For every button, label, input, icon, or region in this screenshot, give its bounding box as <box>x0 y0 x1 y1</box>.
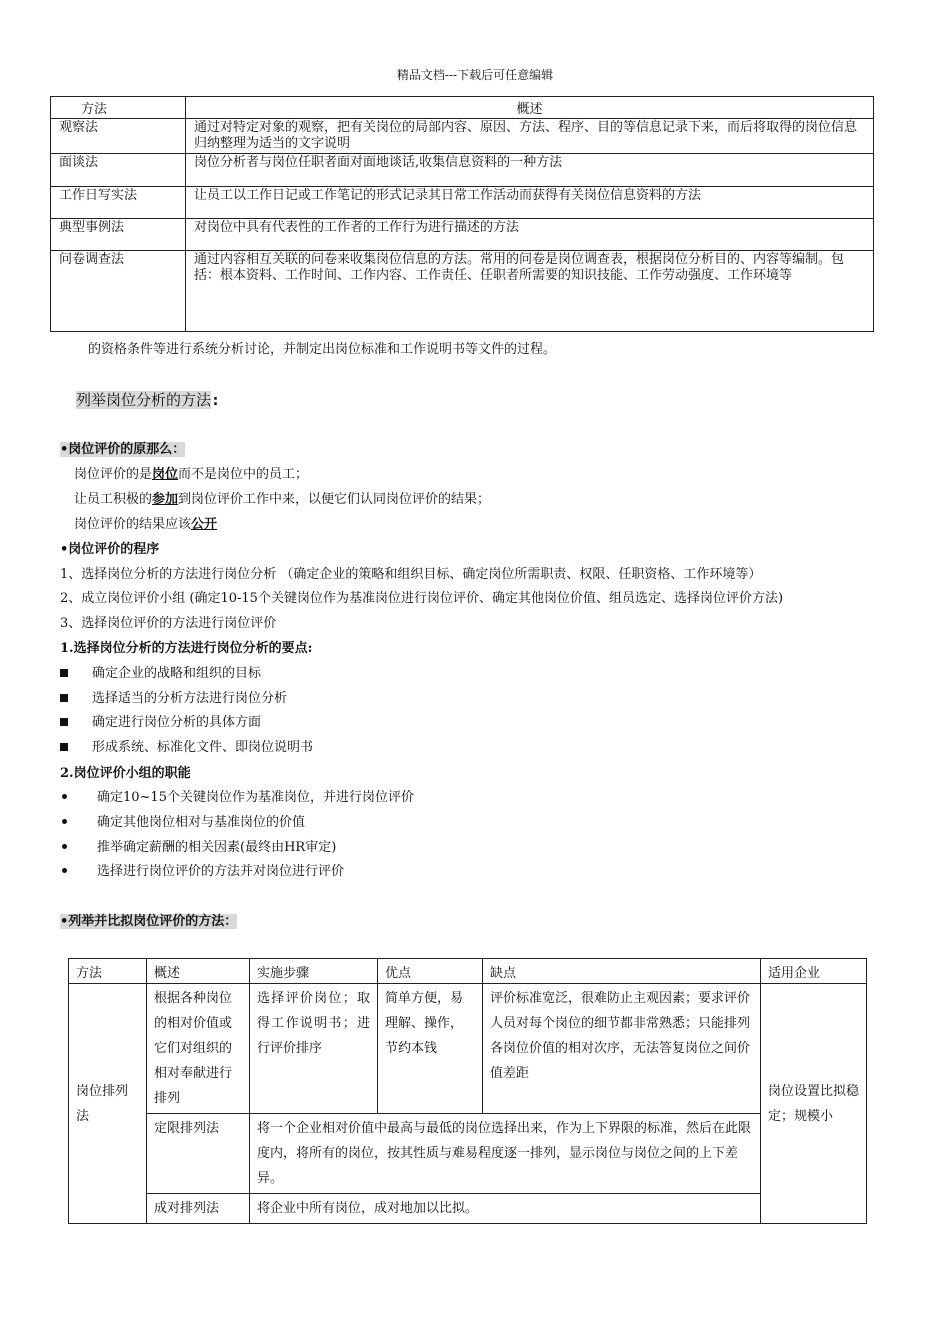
table-row <box>69 984 867 1114</box>
list-item <box>62 840 336 856</box>
desc-cell: 对岗位中具有代表性的工作者的工作行为进行描述的方法 <box>186 219 874 251</box>
paragraph: 的资格条件等进行系统分析讨论，并制定出岗位标准和工作说明书等文件的过程。 <box>88 342 557 357</box>
method-cell: 问卷调查法 <box>51 251 186 332</box>
table-row <box>69 1114 867 1194</box>
square-bullet-icon <box>60 669 68 677</box>
evaluation-methods-table <box>68 958 867 1224</box>
table-row <box>51 251 874 332</box>
square-bullet-icon <box>60 718 68 726</box>
principle-line <box>74 467 308 483</box>
cons-cell: 评价标准宽泛，很难防止主观因素；要求评价人员对每个岗位的细节都非常熟悉；只能排列各岗位价值的相对次序，无法答复岗位之间价值差距 <box>483 984 761 1114</box>
procedure-step: 2、成立岗位评价小组 (确定10-15个关键岗位作为基准岗位进行岗位评价、确定其他岗位价值、组员选定、选择岗位评价方法) <box>60 591 784 606</box>
group-duties-title: 2.岗位评价小组的职能 <box>60 766 191 781</box>
table-row <box>51 219 874 251</box>
round-bullet-icon <box>62 868 67 873</box>
principle-keyword: 岗位 <box>152 467 179 482</box>
sub-method-desc: 将一个企业相对价值中最高与最低的岗位选择出来，作为上下界限的标准，然后在此限度内，将所有的岗位，按其性质与难易程度逐一排列，显示岗位与岗位之间的上下差异。 <box>250 1114 761 1194</box>
table-row <box>69 1194 867 1224</box>
section-heading <box>76 390 220 410</box>
round-bullet-icon <box>62 844 67 849</box>
round-bullet-icon <box>62 819 67 824</box>
principle-keyword: 参加 <box>152 492 179 507</box>
col-header: 方法 <box>69 959 147 984</box>
principle-text: 岗位评价的结果应该 <box>74 517 192 532</box>
method-cell: 工作日写实法 <box>51 187 186 219</box>
list-item-text: 确定10~15个关键岗位作为基准岗位，并进行岗位评价 <box>97 790 414 805</box>
list-item <box>60 666 261 682</box>
page-header: 精品文档---下载后可任意编辑 <box>396 68 554 82</box>
list-item <box>62 815 305 831</box>
procedure-step: 3、选择岗位评价的方法进行岗位评价 <box>60 616 277 631</box>
list-item <box>60 691 287 707</box>
col-header-method: 方法 <box>51 97 186 119</box>
table-row <box>51 154 874 187</box>
procedure-step: 1、选择岗位分析的方法进行岗位分析 （确定企业的策略和组织目标、确定岗位所需职责、权限、任职资格、工作环境等） <box>60 567 762 582</box>
list-item-text: 选择进行岗位评价的方法并对岗位进行评价 <box>97 864 345 879</box>
list-item <box>62 864 344 880</box>
list-item-text: 确定其他岗位相对与基准岗位的价值 <box>97 815 306 830</box>
procedure-title: •岗位评价的程序 <box>60 542 160 557</box>
method-cell: 典型事例法 <box>51 219 186 251</box>
section-heading-text: 列举岗位分析的方法 <box>76 391 212 409</box>
table-header-row <box>51 97 874 119</box>
desc-cell: 通过对特定对象的观察，把有关岗位的局部内容、原因、方法、程序、目的等信息记录下来，而后将取得的岗位信息归纳整理为适当的文字说明 <box>186 119 874 154</box>
desc-cell: 让员工以工作日记或工作笔记的形式记录其日常工作活动而获得有关岗位信息资料的方法 <box>186 187 874 219</box>
list-item <box>62 790 414 806</box>
sub-method-name: 成对排列法 <box>147 1194 250 1224</box>
round-bullet-icon <box>62 794 67 799</box>
list-item <box>60 740 313 756</box>
method-cell: 岗位排列法 <box>69 984 147 1224</box>
list-item-text: 确定进行岗位分析的具体方面 <box>92 715 262 730</box>
method-cell: 面谈法 <box>51 154 186 187</box>
principle-line <box>74 492 490 508</box>
principles-title <box>60 442 185 458</box>
key-points-title: 1.选择岗位分析的方法进行岗位分析的要点: <box>60 641 313 656</box>
section-heading-colon: : <box>211 391 221 409</box>
desc-cell: 岗位分析者与岗位任职者面对面地谈话,收集信息资料的一种方法 <box>186 154 874 187</box>
col-header: 概述 <box>147 959 250 984</box>
square-bullet-icon <box>60 694 68 702</box>
list-item-text: 形成系统、标准化文件、即岗位说明书 <box>92 740 314 755</box>
principle-keyword: 公开 <box>191 517 218 532</box>
list-item-text: 选择适当的分析方法进行岗位分析 <box>92 691 288 706</box>
principle-text: 而不是岗位中的员工； <box>178 467 309 482</box>
suitable-cell: 岗位设置比拟稳定；规模小 <box>761 984 867 1224</box>
principle-text: 岗位评价的是 <box>74 467 153 482</box>
principles-title-text: •岗位评价的原那么： <box>60 442 186 457</box>
compare-title-text: •列举并比拟岗位评价的方法： <box>60 914 238 929</box>
col-header: 适用企业 <box>761 959 867 984</box>
table-header-row <box>69 959 867 984</box>
steps-cell: 选择评价岗位；取得工作说明书；进行评价排序 <box>250 984 378 1114</box>
col-header: 实施步骤 <box>250 959 378 984</box>
compare-title <box>60 914 237 930</box>
principle-text: 让员工积极的 <box>74 492 153 507</box>
col-header: 优点 <box>378 959 483 984</box>
table-row <box>51 119 874 154</box>
desc-cell: 通过内容相互关联的问卷来收集岗位信息的方法。常用的问卷是岗位调查表，根据岗位分析目的、内容等编制。包括：根本资料、工作时间、工作内容、工作责任、任职者所需要的知识技能、工作劳动强度、工作环境等 <box>186 251 874 332</box>
table-row <box>51 187 874 219</box>
col-header: 缺点 <box>483 959 761 984</box>
square-bullet-icon <box>60 743 68 751</box>
list-item-text: 推举确定薪酬的相关因素(最终由HR审定) <box>97 840 337 855</box>
col-header-overview: 概述 <box>186 97 874 119</box>
principle-line <box>74 517 217 533</box>
sub-method-name: 定限排列法 <box>147 1114 250 1194</box>
sub-method-desc: 将企业中所有岗位，成对地加以比拟。 <box>250 1194 761 1224</box>
list-item-text: 确定企业的战略和组织的目标 <box>92 666 262 681</box>
method-cell: 观察法 <box>51 119 186 154</box>
overview-cell: 根据各种岗位的相对价值或它们对组织的相对奉献进行排列 <box>147 984 250 1114</box>
list-item <box>60 715 261 731</box>
analysis-methods-table <box>50 96 874 332</box>
pros-cell: 简单方便，易理解、操作，节约本钱 <box>378 984 483 1114</box>
principle-text: 到岗位评价工作中来，以便它们认同岗位评价的结果； <box>178 492 491 507</box>
